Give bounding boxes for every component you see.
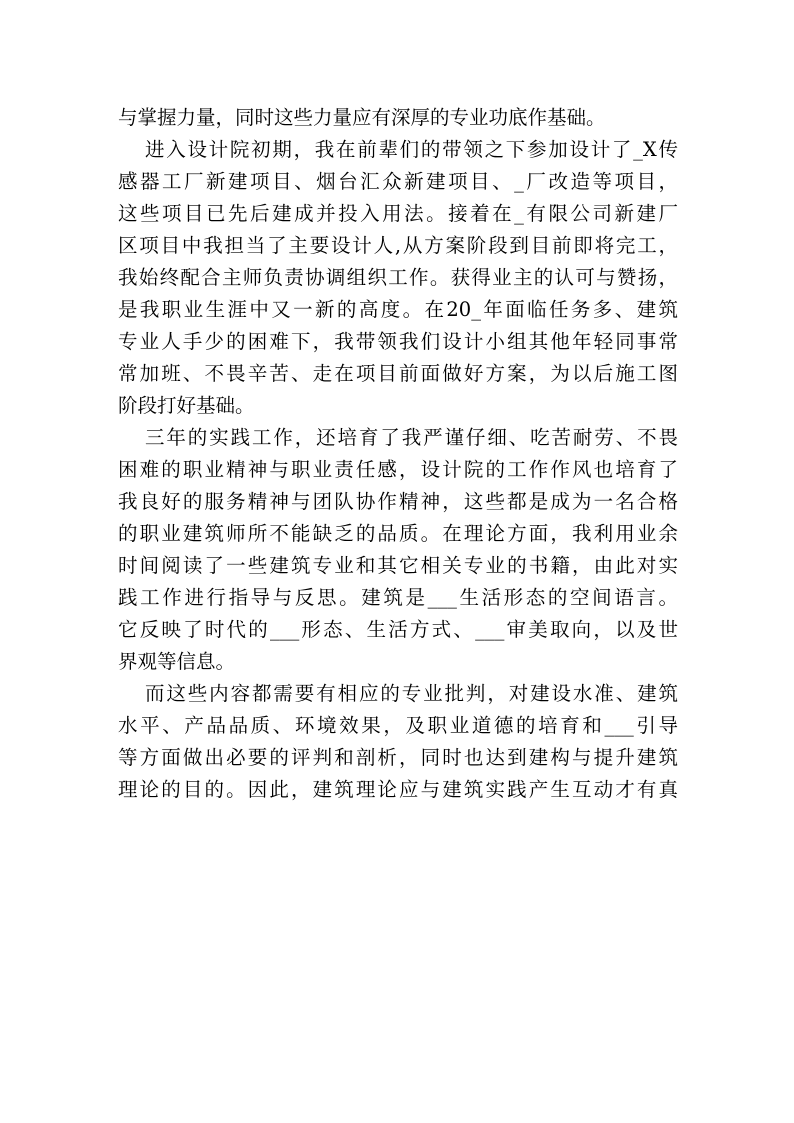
text-line: 我始终配合主师负责协调组织工作。获得业主的认可与赞扬， <box>118 266 678 289</box>
text-line: 的职业建筑师所不能缺乏的品质。在理论方面，我利用业余 <box>118 522 678 545</box>
text-line: 而这些内容都需要有相应的专业批判，对建设水准、建筑 <box>145 682 678 705</box>
text-line: 我良好的服务精神与团队协作精神，这些都是成为一名合格 <box>118 490 678 513</box>
text-line: 三年的实践工作，还培育了我严谨仔细、吃苦耐劳、不畏 <box>145 426 678 449</box>
text-line: 它反映了时代的___形态、生活方式、___审美取向，以及世 <box>118 618 678 641</box>
text-line: 与掌握力量，同时这些力量应有深厚的专业功底作基础。 <box>118 106 606 129</box>
text-line: 等方面做出必要的评判和剖析，同时也达到建构与提升建筑 <box>118 746 678 769</box>
paragraph-2 <box>118 134 678 422</box>
document-page <box>118 102 678 806</box>
text-line: 理论的目的。因此，建筑理论应与建筑实践产生互动才有真 <box>118 778 678 801</box>
text-line: 时间阅读了一些建筑专业和其它相关专业的书籍，由此对实 <box>118 554 678 577</box>
text-line: 专业人手少的困难下，我带领我们设计小组其他年轻同事常 <box>118 330 678 353</box>
text-line: 这些项目已先后建成并投入用法。接着在_有限公司新建厂 <box>118 202 678 225</box>
text-line: 是我职业生涯中又一新的高度。在20_年面临任务多、建筑 <box>118 298 678 321</box>
text-line: 区项目中我担当了主要设计人,从方案阶段到目前即将完工， <box>118 234 678 257</box>
paragraph-3 <box>118 422 678 678</box>
text-line: 践工作进行指导与反思。建筑是___生活形态的空间语言。 <box>118 586 678 609</box>
text-line: 界观等信息。 <box>118 650 236 673</box>
paragraph-1 <box>118 102 678 134</box>
text-line: 水平、产品品质、环境效果，及职业道德的培育和___引导 <box>118 714 678 737</box>
text-line: 阶段打好基础。 <box>118 394 255 417</box>
text-line: 常加班、不畏辛苦、走在项目前面做好方案，为以后施工图 <box>118 362 678 385</box>
text-line: 进入设计院初期，我在前辈们的带领之下参加设计了_X传 <box>145 138 678 161</box>
paragraph-4 <box>118 678 678 806</box>
text-line: 感器工厂新建项目、烟台汇众新建项目、_厂改造等项目， <box>118 170 678 193</box>
text-line: 困难的职业精神与职业责任感，设计院的工作作风也培育了 <box>118 458 678 481</box>
